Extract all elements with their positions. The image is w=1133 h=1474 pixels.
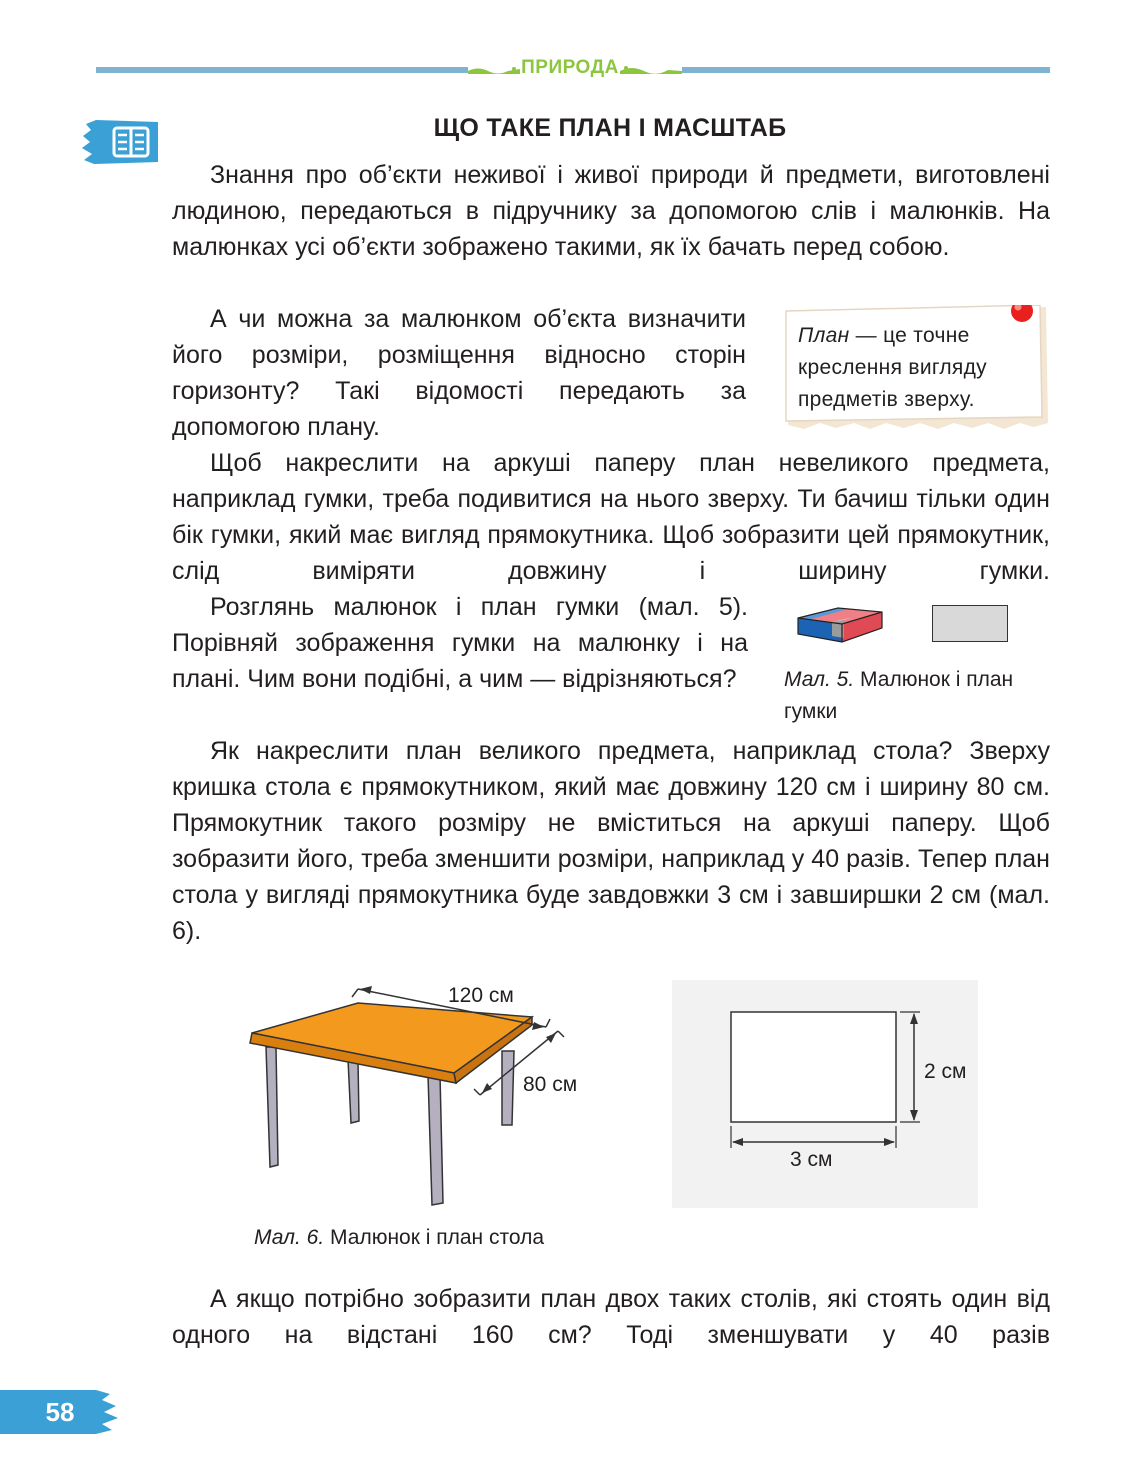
page-title: ЩО ТАКЕ ПЛАН І МАСШТАБ xyxy=(433,114,787,142)
table-plan-drawing xyxy=(672,980,978,1208)
table-length-label: 120 см xyxy=(448,984,514,1007)
plan-width-label: 3 см xyxy=(790,1148,833,1171)
eraser-drawing xyxy=(792,600,888,646)
paragraph-1: Знання про об’єкти неживої і живої природи й предмети, виготовлені людиною, передаються в підручнику за допомогою слів і малюнків. На малюнках усі об’єкти зображено такими, як їх бачать перед собою. xyxy=(172,161,1050,261)
figure-6-caption xyxy=(254,1222,654,1254)
definition-term: План xyxy=(798,324,850,347)
eraser-plan-rectangle xyxy=(932,605,1008,642)
paragraph-3: Щоб накреслити на аркуші паперу план невеликого предмета, наприклад гумки, треба подивитися на нього зверху. Ти бачиш тільки один бік гумки, який має вигляд прямокутника. Щоб зобразити цей прямокутник, слід виміряти довжину і ширину гумки. xyxy=(172,449,1050,585)
paragraph-5: Як накреслити план великого предмета, наприклад стола? Зверху кришка стола є прямокутником, який має довжину 120 см і ширину 80 см. Прямокутник такого розміру не вміститься на аркуші паперу. Щоб зобразити його, треба зменшити розміри, наприклад у 40 разів. Тепер план стола у вигляді прямокутника буде завдовжки 3 см і завширшки 2 см (мал. 6). xyxy=(172,737,1050,945)
figure-5-caption xyxy=(784,664,1054,728)
figure-5-label: Мал. 5. xyxy=(784,668,855,691)
section-title: ПРИРОДА xyxy=(521,57,619,78)
grass-decoration-left-icon xyxy=(468,62,520,76)
book-section-icon xyxy=(82,118,162,166)
paragraph-6: А якщо потрібно зобразити план двох таких столів, які стоять один від одного на відстані 160 см? Тоді зменшувати у 40 разів xyxy=(172,1285,1050,1349)
figure-6-label: Мал. 6. xyxy=(254,1226,325,1249)
figure-6-text: Малюнок і план стола xyxy=(324,1226,545,1249)
paragraph-2: А чи можна за малюнком об’єкта визначити його розміри, розміщення відносно сторін горизонту? Такі відомості передають за допомогою плану. xyxy=(172,305,746,441)
grass-decoration-right-icon xyxy=(620,62,682,76)
definition-note-text xyxy=(798,320,1026,416)
header-rule-left xyxy=(96,67,468,73)
header-rule-right xyxy=(682,67,1050,73)
plan-height-label: 2 см xyxy=(924,1060,967,1083)
paragraph-4: Розглянь малюнок і план гумки (мал. 5). Порівняй зображення гумки на малюнку і на плані. Чим вони подібні, а чим — відрізняються? xyxy=(172,593,748,693)
definition-body: — це точне креслення вигляду предметів зверху. xyxy=(798,324,987,411)
page-number: 58 xyxy=(45,1397,75,1427)
figure-5-text: Малюнок і план гумки xyxy=(784,668,1014,723)
table-width-label: 80 см xyxy=(523,1073,578,1096)
